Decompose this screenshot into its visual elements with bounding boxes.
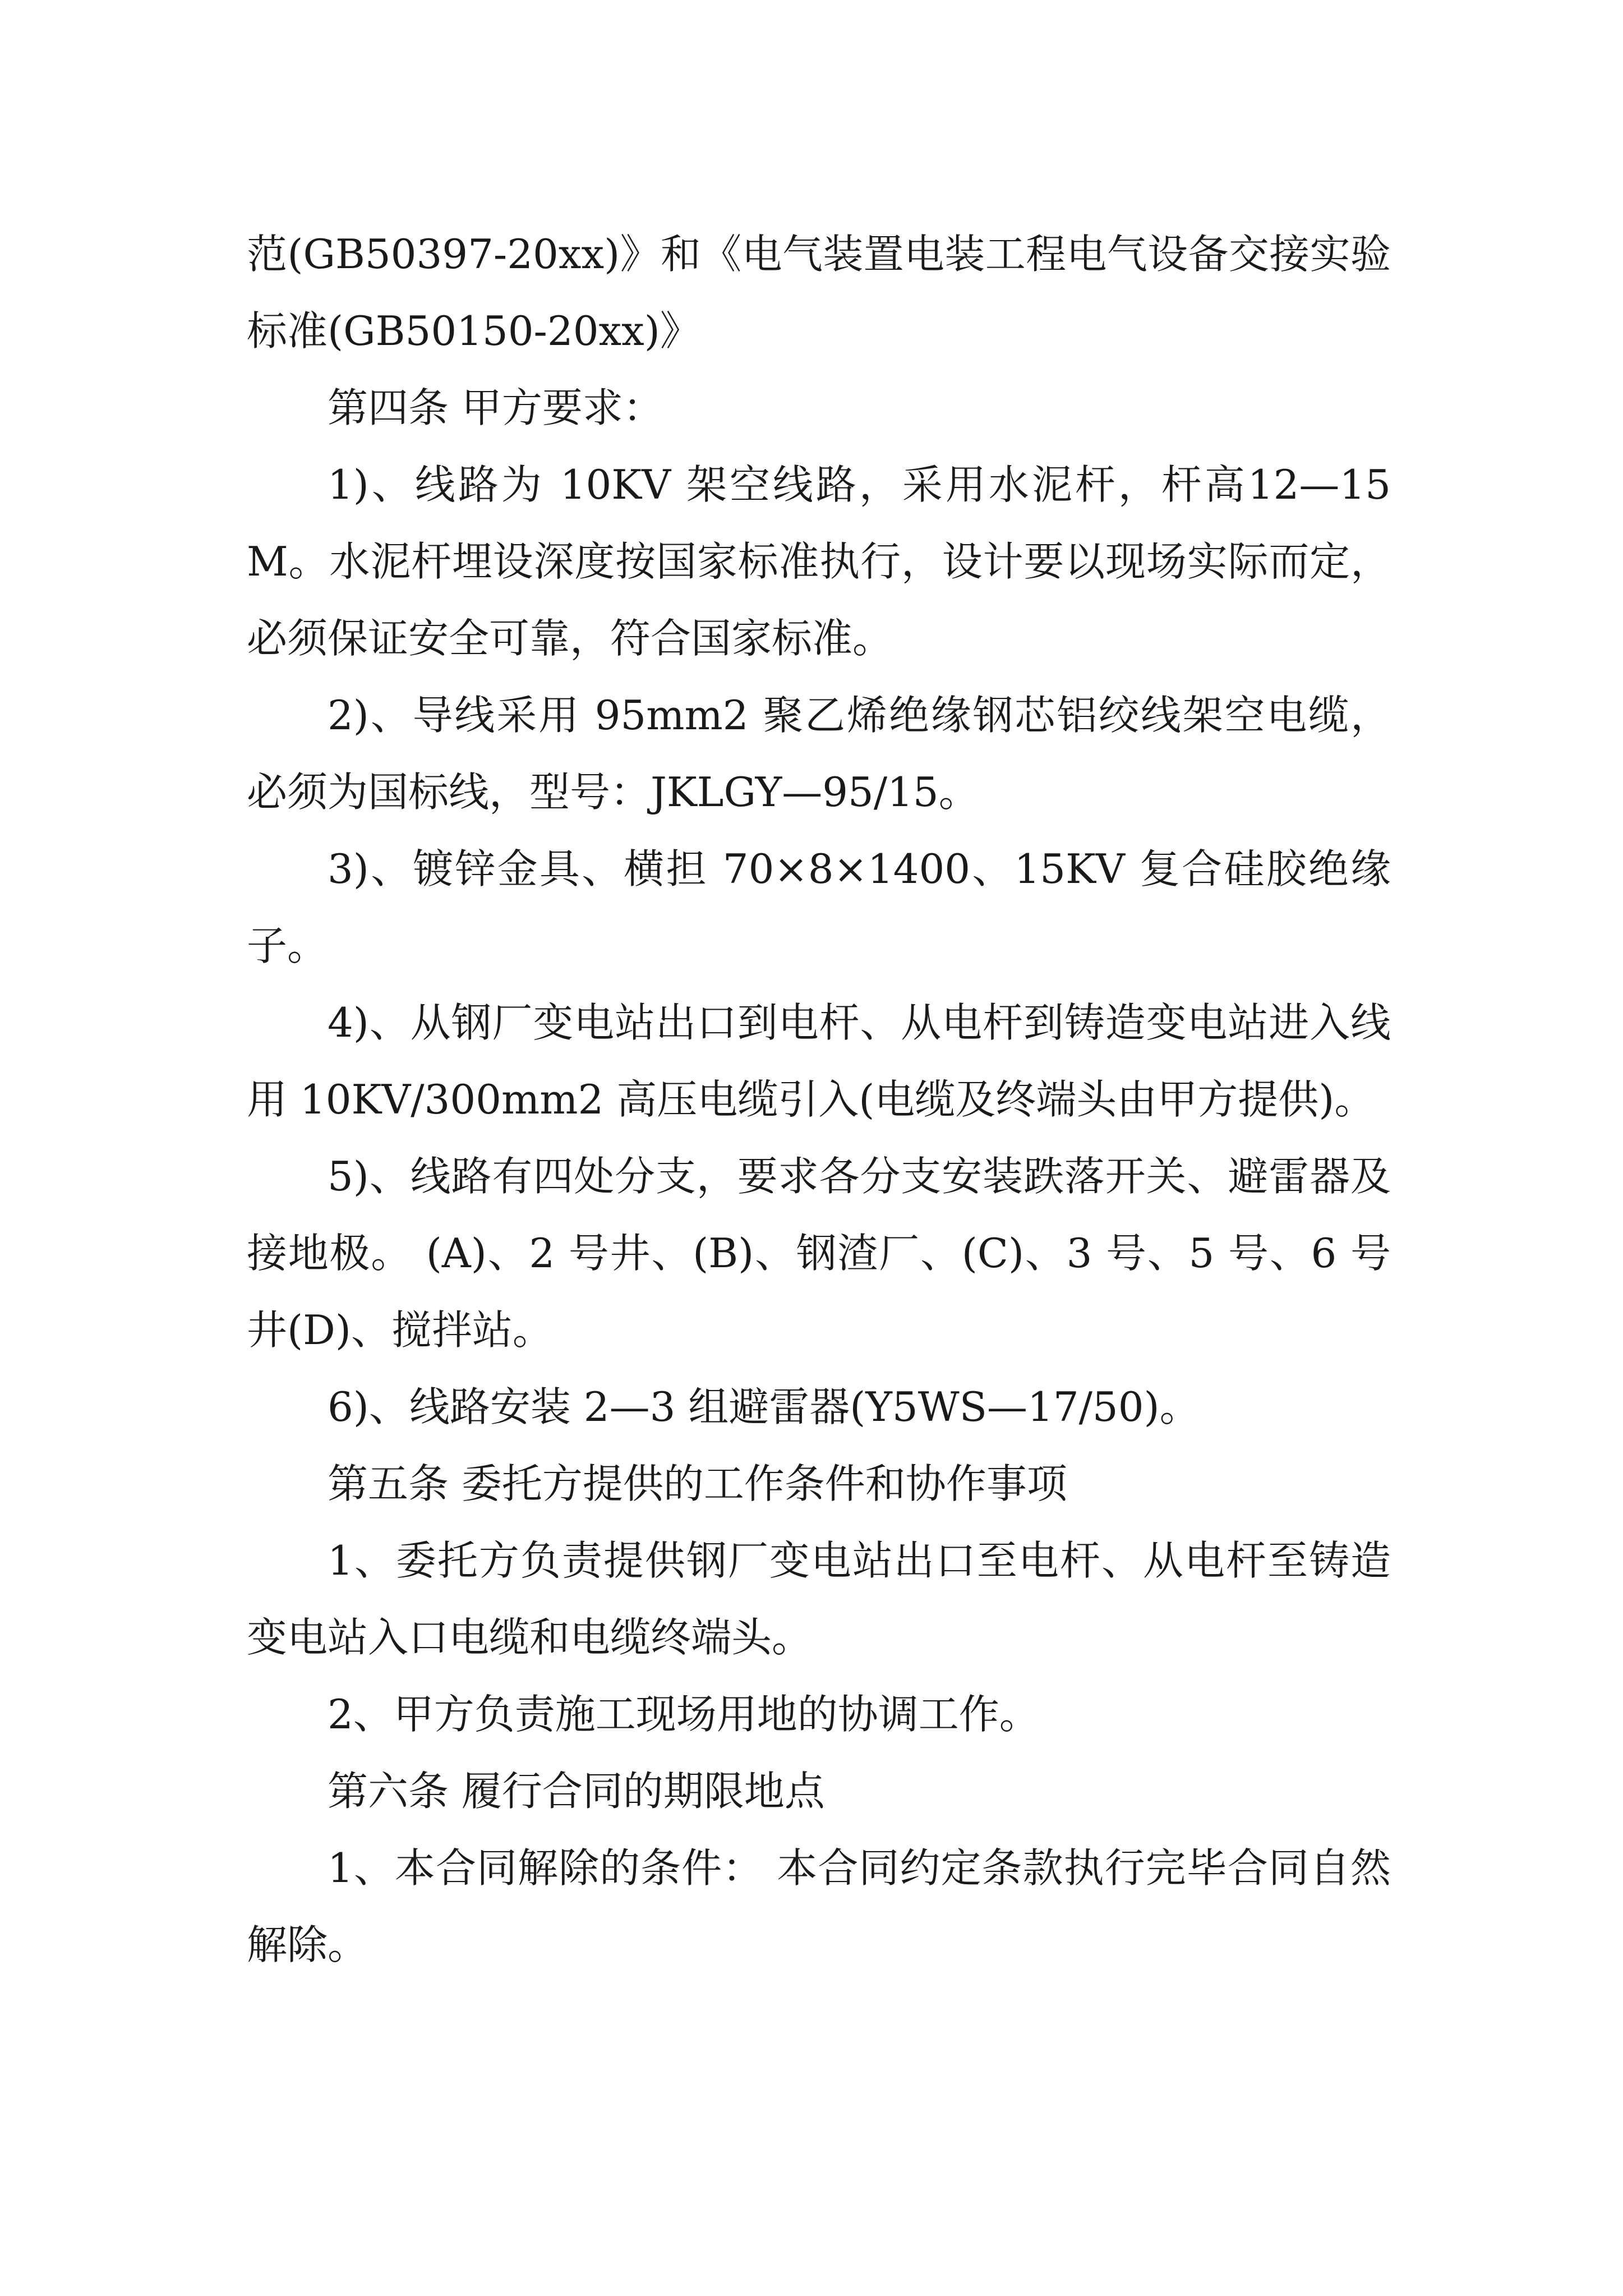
paragraph-req-6: 6)、线路安装 2—3 组避雷器(Y5WS—17/50)。 [328,1383,1200,1430]
paragraph-req-5: 5)、线路有四处分支，要求各分支安装跌落开关、避雷器及接地极。 (A)、2 号井、(B)、钢渣厂、(C)、3 号、5 号、6 号井(D)、搅拌站。 [247,1153,1391,1354]
heading-article-6: 第六条 履行合同的期限地点 [328,1768,825,1815]
paragraph-art6-item-1: 1、本合同解除的条件： 本合同约定条款执行完毕合同自然解除。 [247,1844,1391,1968]
paragraph-req-2: 2)、导线采用 95mm2 聚乙烯绝缘钢芯铝绞线架空电缆，必须为国标线，型号：JKLGY—95/15。 [247,692,1391,816]
document-body [247,216,1391,1984]
paragraph-req-1: 1)、线路为 10KV 架空线路，采用水泥杆，杆高12—15M。水泥杆埋设深度按国家标准执行，设计要以现场实际而定，必须保证安全可靠，符合国家标准。 [247,461,1391,662]
paragraph-art5-item-1: 1、委托方负责提供钢厂变电站出口至电杆、从电杆至铸造变电站入口电缆和电缆终端头。 [247,1537,1391,1661]
heading-article-4: 第四条 甲方要求： [328,384,663,431]
paragraph-standards-continuation: 范(GB50397-20xx)》和《电气装置电装工程电气设备交接实验标准(GB50150-20xx)》 [247,231,1391,355]
paragraph-art5-item-2: 2、甲方负责施工现场用地的协调工作。 [328,1691,1040,1738]
heading-article-5: 第五条 委托方提供的工作条件和协作事项 [328,1460,1067,1507]
paragraph-req-3: 3)、镀锌金具、横担 70×8×1400、15KV 复合硅胶绝缘子。 [247,845,1391,969]
paragraph-req-4: 4)、从钢厂变电站出口到电杆、从电杆到铸造变电站进入线用 10KV/300mm2 高压电缆引入(电缆及终端头由甲方提供)。 [247,999,1391,1123]
